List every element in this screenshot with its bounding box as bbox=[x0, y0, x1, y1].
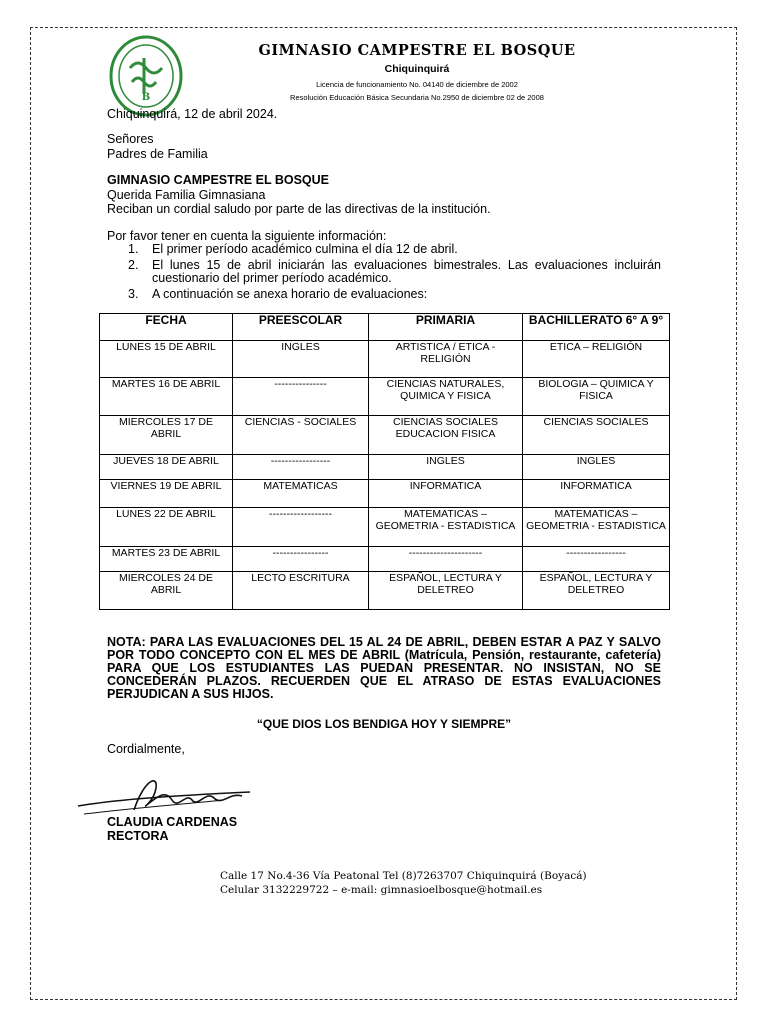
closing-text: Cordialmente, bbox=[107, 742, 185, 756]
cell-primaria: ARTISTICA / ETICA - RELIGIÓN bbox=[369, 341, 523, 378]
cell-bachillerato: ETICA – RELIGIÓN bbox=[523, 341, 670, 378]
salutation-line-2: Padres de Familia bbox=[107, 147, 208, 161]
letter-date: Chiquinquirá, 12 de abril 2024. bbox=[107, 107, 278, 121]
license-text: Licencia de funcionamiento No. 04140 de diciembre de 2002 bbox=[316, 80, 518, 89]
footer-contact: Celular 3132229722 – e-mail: gimnasioelbosque@hotmail.es bbox=[220, 884, 543, 896]
cell-preescolar: CIENCIAS - SOCIALES bbox=[233, 416, 369, 455]
cell-preescolar: --------------- bbox=[233, 378, 369, 416]
info-list bbox=[128, 243, 661, 301]
list-item-text: El primer período académico culmina el día 12 de abril. bbox=[152, 242, 458, 256]
salutation-line-1: Señores bbox=[107, 132, 154, 146]
header-fecha: FECHA bbox=[100, 314, 233, 341]
cell-primaria: --------------------- bbox=[369, 547, 523, 572]
cell-bachillerato: ESPAÑOL, LECTURA Y DELETREO bbox=[523, 572, 670, 610]
list-item bbox=[128, 288, 661, 301]
list-item-text: El lunes 15 de abril iniciarán las evaluaciones bimestrales. Las evaluaciones incluirán cuestionario del primer período académico. bbox=[152, 258, 661, 285]
table-row bbox=[100, 480, 670, 508]
cell-fecha: MIERCOLES 17 DE ABRIL bbox=[100, 416, 233, 455]
cell-preescolar: LECTO ESCRITURA bbox=[233, 572, 369, 610]
cell-fecha: VIERNES 19 DE ABRIL bbox=[100, 480, 233, 508]
signer-name: CLAUDIA CARDENAS bbox=[107, 815, 238, 829]
list-item-number: 1. bbox=[128, 242, 139, 256]
cell-primaria: MATEMATICAS – GEOMETRIA - ESTADISTICA bbox=[369, 508, 523, 547]
school-logo bbox=[108, 34, 184, 118]
institution-name: GIMNASIO CAMPESTRE EL BOSQUE bbox=[107, 173, 330, 187]
cell-primaria: INGLES bbox=[369, 455, 523, 480]
list-item-number: 3. bbox=[128, 287, 139, 301]
list-item-number: 2. bbox=[128, 258, 139, 272]
cell-bachillerato: ----------------- bbox=[523, 547, 670, 572]
city-name: Chiquinquirá bbox=[384, 63, 450, 75]
cell-bachillerato: BIOLOGIA – QUIMICA Y FISICA bbox=[523, 378, 670, 416]
greeting: Querida Familia Gimnasiana bbox=[107, 188, 266, 202]
cell-fecha: LUNES 22 DE ABRIL bbox=[100, 508, 233, 547]
cell-bachillerato: INGLES bbox=[523, 455, 670, 480]
cell-preescolar: ------------------ bbox=[233, 508, 369, 547]
cell-bachillerato: INFORMATICA bbox=[523, 480, 670, 508]
cell-fecha: JUEVES 18 DE ABRIL bbox=[100, 455, 233, 480]
intro-text: Reciban un cordial saludo por parte de las directivas de la institución. bbox=[107, 202, 491, 216]
cell-primaria: INFORMATICA bbox=[369, 480, 523, 508]
school-name: GIMNASIO CAMPESTRE EL BOSQUE bbox=[258, 42, 576, 59]
cell-fecha: LUNES 15 DE ABRIL bbox=[100, 341, 233, 378]
cell-primaria: ESPAÑOL, LECTURA Y DELETREO bbox=[369, 572, 523, 610]
cell-bachillerato: MATEMATICAS – GEOMETRIA - ESTADISTICA bbox=[523, 508, 670, 547]
cell-preescolar: ----------------- bbox=[233, 455, 369, 480]
info-intro: Por favor tener en cuenta la siguiente información: bbox=[107, 229, 387, 243]
table-row bbox=[100, 455, 670, 480]
resolution-text: Resolución Educación Básica Secundaria No.2950 de diciembre 02 de 2008 bbox=[290, 93, 544, 102]
svg-text:B: B bbox=[141, 92, 151, 103]
cell-fecha: MARTES 23 DE ABRIL bbox=[100, 547, 233, 572]
table-row bbox=[100, 416, 670, 455]
header-preescolar: PREESCOLAR bbox=[233, 314, 369, 341]
table-row bbox=[100, 378, 670, 416]
footer-address: Calle 17 No.4-36 Vía Peatonal Tel (8)7263707 Chiquinquirá (Boyacá) bbox=[220, 870, 587, 882]
cell-fecha: MARTES 16 DE ABRIL bbox=[100, 378, 233, 416]
cell-primaria: CIENCIAS NATURALES, QUIMICA Y FISICA bbox=[369, 378, 523, 416]
header-bachillerato: BACHILLERATO 6° A 9° bbox=[523, 314, 670, 341]
table-row bbox=[100, 547, 670, 572]
cell-fecha: MIERCOLES 24 DE ABRIL bbox=[100, 572, 233, 610]
table-row bbox=[100, 572, 670, 610]
header-primaria: PRIMARIA bbox=[369, 314, 523, 341]
signer-title: RECTORA bbox=[107, 829, 169, 843]
cell-primaria: CIENCIAS SOCIALES EDUCACION FISICA bbox=[369, 416, 523, 455]
payment-note: NOTA: PARA LAS EVALUACIONES DEL 15 AL 24 DE ABRIL, DEBEN ESTAR A PAZ Y SALVO POR TODO CONCEPTO CON EL MES DE ABRIL (Matrícula, Pensión, restaurante, cafetería) PARA QUE LOS ESTUDIANTES LAS PUEDAN PRESENTAR. NO INSISTAN, NO SE CONCEDERÁN PLAZOS. RECUERDEN QUE EL ATRASO DE ESTAS EVALUACIONES PERJUDICAN A SUS HIJOS. bbox=[107, 635, 661, 701]
cell-preescolar: ---------------- bbox=[233, 547, 369, 572]
table-row bbox=[100, 508, 670, 547]
blessing-text: “QUE DIOS LOS BENDIGA HOY Y SIEMPRE” bbox=[256, 717, 512, 731]
table-header-row bbox=[100, 314, 670, 341]
list-item bbox=[128, 259, 661, 285]
evaluation-schedule-table bbox=[99, 313, 670, 610]
cell-preescolar: INGLES bbox=[233, 341, 369, 378]
cell-bachillerato: CIENCIAS SOCIALES bbox=[523, 416, 670, 455]
table-row bbox=[100, 341, 670, 378]
cell-preescolar: MATEMATICAS bbox=[233, 480, 369, 508]
list-item-text: A continuación se anexa horario de evaluaciones: bbox=[152, 287, 428, 301]
list-item bbox=[128, 243, 661, 256]
